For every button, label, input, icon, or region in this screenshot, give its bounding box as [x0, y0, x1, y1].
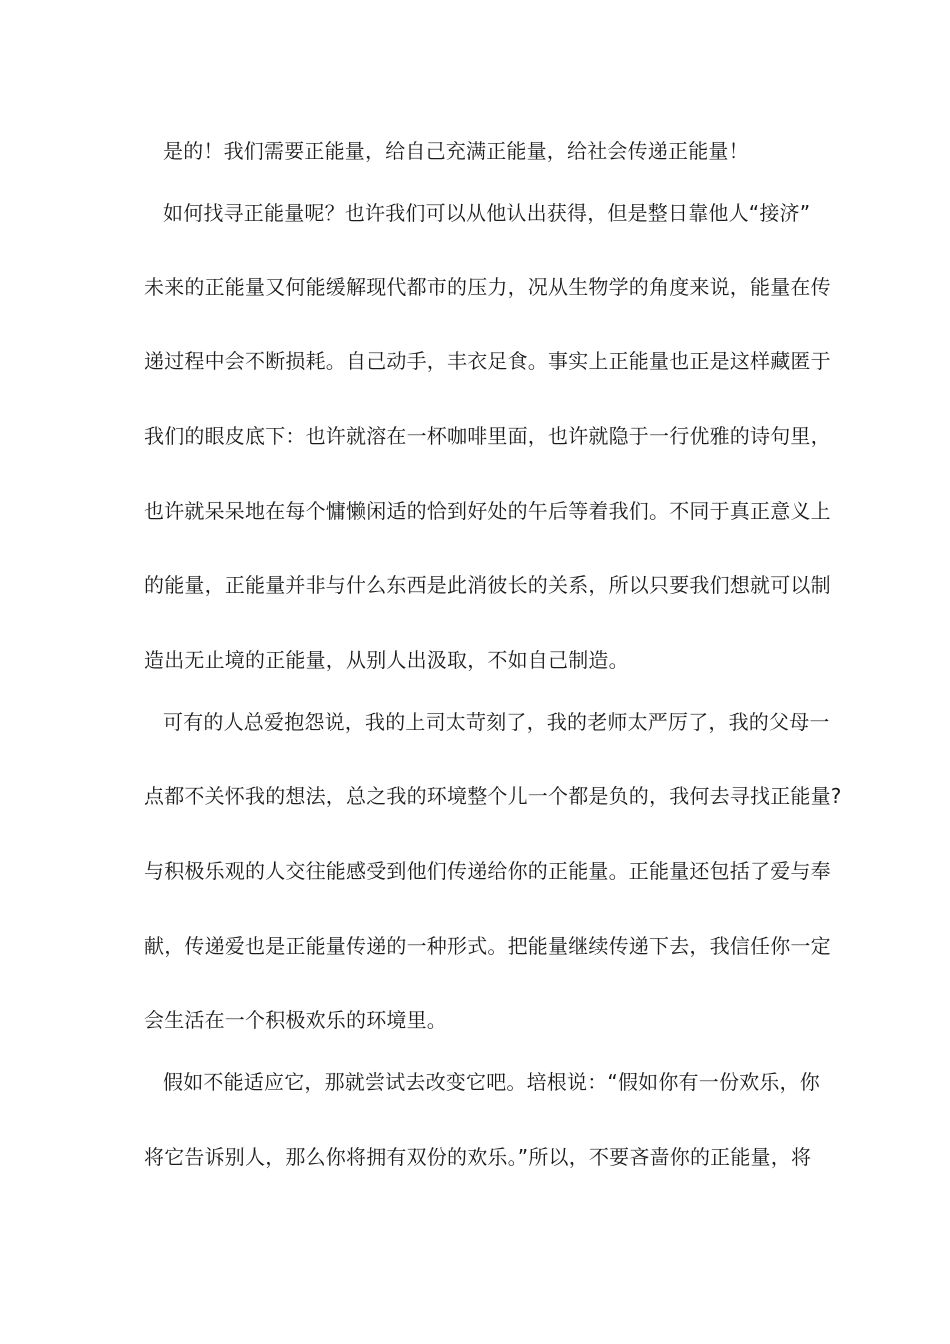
paragraph-2-line-4: 我们的眼皮底下：也许就溶在一杯咖啡里面，也许就隐于一行优雅的诗句里，	[144, 424, 831, 448]
paragraph-3-line-3: 与积极乐观的人交往能感受到他们传递给你的正能量。正能量还包括了爱与奉	[144, 859, 831, 883]
paragraph-3-line-1: 可有的人总爱抱怨说，我的上司太苛刻了，我的老师太严厉了，我的父母一	[163, 710, 830, 734]
paragraph-2-line-5: 也许就呆呆地在每个慵懒闲适的恰到好处的午后等着我们。不同于真正意义上	[144, 499, 831, 523]
paragraph-2-line-2: 未来的正能量又何能缓解现代都市的压力，况从生物学的角度来说，能量在传	[144, 275, 831, 299]
paragraph-3-line-4: 献，传递爱也是正能量传递的一种形式。把能量继续传递下去，我信任你一定	[144, 934, 831, 958]
paragraph-4-line-1: 假如不能适应它，那就尝试去改变它吧。培根说：“假如你有一份欢乐，你	[163, 1070, 820, 1094]
paragraph-1-line-1: 是的！我们需要正能量，给自己充满正能量，给社会传递正能量！	[163, 139, 749, 163]
paragraph-2-line-1: 如何找寻正能量呢？也许我们可以从他认出获得，但是整日靠他人“接济”	[163, 201, 811, 225]
paragraph-2-line-3: 递过程中会不断损耗。自己动手，丰衣足食。事实上正能量也正是这样藏匿于	[144, 349, 831, 373]
paragraph-3-line-5: 会生活在一个积极欢乐的环境里。	[144, 1008, 447, 1032]
paragraph-2-line-7: 造出无止境的正能量，从别人出汲取，不如自己制造。	[144, 648, 629, 672]
paragraph-2-line-6: 的能量，正能量并非与什么东西是此消彼长的关系，所以只要我们想就可以制	[144, 573, 831, 597]
paragraph-3-line-2: 点都不关怀我的想法，总之我的环境整个儿一个都是负的，我何去寻找正能量?	[144, 784, 842, 808]
paragraph-4-line-2: 将它告诉别人，那么你将拥有双份的欢乐。”所以，不要吝啬你的正能量，将	[144, 1145, 812, 1169]
